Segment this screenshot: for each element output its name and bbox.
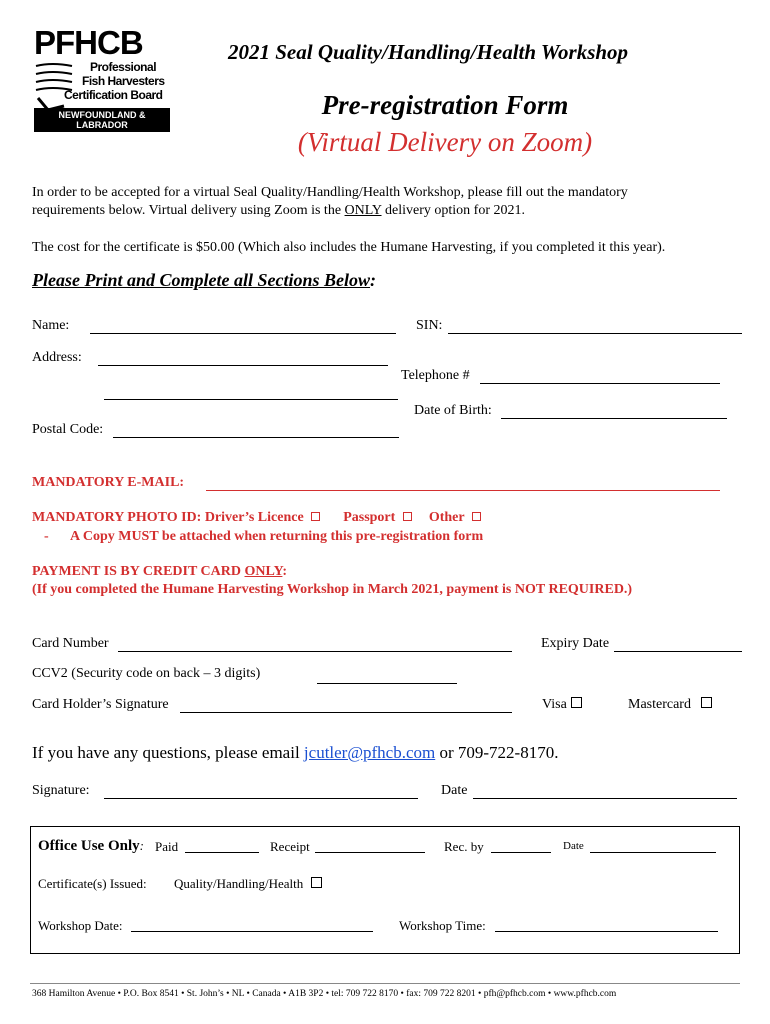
payment-only: ONLY bbox=[244, 564, 283, 579]
dob-label: Date of Birth: bbox=[414, 403, 492, 418]
photo-id-label: MANDATORY PHOTO ID: Driver’s Licence bbox=[32, 510, 304, 525]
workshop-time-label: Workshop Time: bbox=[399, 918, 486, 933]
telephone-field[interactable] bbox=[480, 366, 720, 384]
date-field[interactable] bbox=[473, 781, 737, 799]
office-row-1 bbox=[38, 837, 144, 855]
card-holder-field[interactable] bbox=[180, 695, 512, 713]
section-heading-colon: : bbox=[370, 270, 377, 290]
mastercard-checkbox[interactable] bbox=[701, 697, 712, 708]
quality-label: Quality/Handling/Health bbox=[174, 876, 304, 891]
visa-checkbox[interactable] bbox=[571, 697, 582, 708]
address-field-1[interactable] bbox=[98, 348, 388, 366]
section-heading bbox=[32, 270, 376, 291]
form-subtitle: (Virtual Delivery on Zoom) bbox=[297, 127, 593, 157]
payment-heading bbox=[32, 564, 287, 580]
workshop-date-label: Workshop Date: bbox=[38, 918, 123, 933]
email-field[interactable] bbox=[206, 473, 720, 491]
footer-divider bbox=[30, 983, 740, 984]
logo-banner: NEWFOUNDLAND & LABRADOR bbox=[34, 108, 170, 132]
footer-address: 368 Hamilton Avenue • P.O. Box 8541 • St. John’s • NL • Canada • A1B 3P2 • tel: 709 722 8170 • fax: 709 722 8201 • pfh@pfhcb.com • www.pfhcb.com bbox=[32, 989, 617, 999]
visa-option bbox=[542, 697, 582, 713]
contact-post: or 709-722-8170. bbox=[435, 743, 559, 762]
contact-pre: If you have any questions, please email bbox=[32, 743, 304, 762]
address-label: Address: bbox=[32, 350, 82, 365]
card-holder-label: Card Holder’s Signature bbox=[32, 697, 169, 712]
postal-label: Postal Code: bbox=[32, 422, 104, 437]
workshop-title: 2021 Seal Quality/Handling/Health Workshop bbox=[228, 40, 629, 64]
copy-note-dash: - bbox=[44, 529, 49, 544]
mastercard-option bbox=[628, 697, 712, 713]
drivers-licence-checkbox[interactable] bbox=[311, 512, 320, 521]
contact-email-link[interactable]: jcutler@pfhcb.com bbox=[303, 743, 436, 762]
logo-line3: Certification Board bbox=[64, 88, 163, 102]
section-heading-text: Please Print and Complete all Sections Below bbox=[32, 270, 371, 290]
intro-line2-post: delivery option for 2021. bbox=[381, 203, 525, 218]
workshop-time-field[interactable] bbox=[495, 915, 718, 932]
dob-field[interactable] bbox=[501, 401, 727, 419]
receipt-label: Receipt bbox=[270, 839, 310, 854]
email-label: MANDATORY E-MAIL: bbox=[32, 475, 185, 490]
payment-note: (If you completed the Humane Harvesting Workshop in March 2021, payment is NOT REQUIRED.) bbox=[32, 582, 633, 597]
logo-line1: Professional bbox=[90, 60, 157, 74]
intro-line2-pre: requirements below. Virtual delivery using Zoom is the bbox=[32, 203, 345, 218]
quality-option bbox=[174, 876, 322, 892]
office-date-field[interactable] bbox=[590, 836, 716, 853]
workshop-date-field[interactable] bbox=[131, 915, 373, 932]
paid-label: Paid bbox=[155, 839, 179, 854]
postal-field[interactable] bbox=[113, 420, 399, 438]
sin-label: SIN: bbox=[416, 318, 443, 333]
quality-checkbox[interactable] bbox=[311, 877, 322, 888]
copy-note: A Copy MUST be attached when returning this pre-registration form bbox=[70, 529, 484, 544]
address-field-2[interactable] bbox=[104, 382, 398, 400]
date-label: Date bbox=[441, 783, 468, 798]
rec-by-label: Rec. by bbox=[444, 839, 484, 854]
mastercard-label: Mastercard bbox=[628, 697, 691, 712]
signature-label: Signature: bbox=[32, 783, 90, 798]
expiry-field[interactable] bbox=[614, 634, 742, 652]
intro-line2 bbox=[32, 203, 525, 219]
logo-acronym: PFHCB bbox=[34, 24, 143, 61]
visa-label: Visa bbox=[542, 697, 567, 712]
name-field[interactable] bbox=[90, 316, 396, 334]
card-number-label: Card Number bbox=[32, 636, 109, 651]
contact-line bbox=[32, 743, 558, 763]
certificates-label: Certificate(s) Issued: bbox=[38, 876, 147, 891]
paid-field[interactable] bbox=[185, 836, 259, 853]
name-label: Name: bbox=[32, 318, 70, 333]
signature-field[interactable] bbox=[104, 781, 418, 799]
ccv-label: CCV2 (Security code on back – 3 digits) bbox=[32, 666, 261, 681]
telephone-label: Telephone # bbox=[401, 368, 470, 383]
other-checkbox[interactable] bbox=[472, 512, 481, 521]
card-number-field[interactable] bbox=[118, 634, 512, 652]
expiry-label: Expiry Date bbox=[541, 636, 610, 651]
rec-by-field[interactable] bbox=[491, 836, 551, 853]
logo-line2: Fish Harvesters bbox=[82, 74, 165, 88]
sin-field[interactable] bbox=[448, 316, 742, 334]
receipt-field[interactable] bbox=[315, 836, 425, 853]
passport-checkbox[interactable] bbox=[403, 512, 412, 521]
other-label: Other bbox=[428, 510, 465, 525]
cost-text: The cost for the certificate is $50.00 (Which also includes the Humane Harvesting, if you completed it this year). bbox=[32, 240, 666, 255]
intro-line1: In order to be accepted for a virtual Seal Quality/Handling/Health Workshop, please fill out the mandatory bbox=[32, 185, 628, 200]
office-date-label: Date bbox=[563, 840, 584, 852]
passport-label: Passport bbox=[343, 510, 396, 525]
form-title: Pre-registration Form bbox=[321, 90, 569, 120]
payment-pre: PAYMENT IS BY CREDIT CARD bbox=[32, 564, 245, 579]
payment-post: : bbox=[282, 564, 288, 579]
ccv-field[interactable] bbox=[317, 666, 457, 684]
office-colon: : bbox=[139, 838, 144, 853]
photo-id-row bbox=[32, 510, 481, 526]
office-title: Office Use Only bbox=[38, 838, 140, 854]
intro-only: ONLY bbox=[344, 203, 382, 218]
